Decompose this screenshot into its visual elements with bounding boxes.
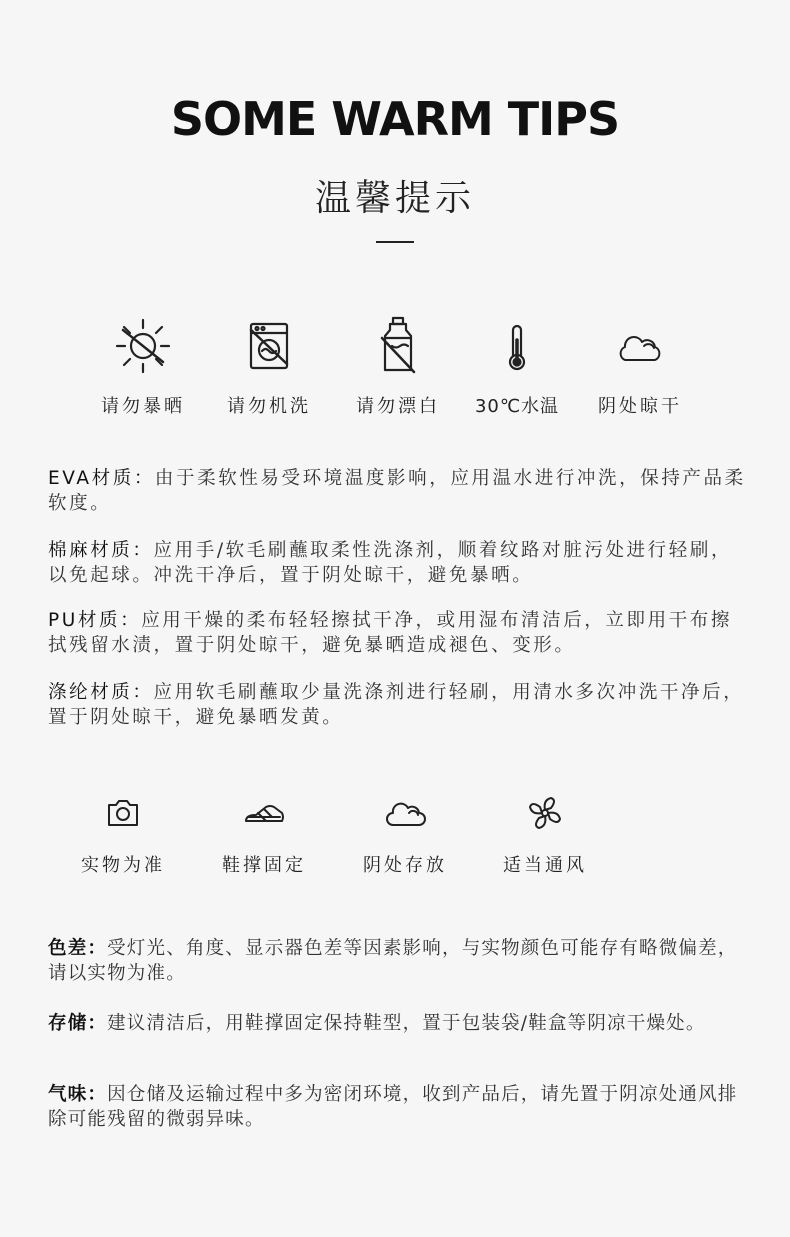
care-item-no-machine-wash <box>214 316 324 418</box>
notice-text-label: 气味： <box>48 1084 108 1105</box>
material-note-polyester <box>48 680 748 730</box>
notice-item-actual-product <box>68 793 178 877</box>
notice-item-shoe-tree <box>209 793 319 877</box>
note-text: 应用软毛刷蘸取少量洗涤剂进行轻刷，用清水多次冲洗干净后，置于阴处晾干，避免暴晒发黄。 <box>48 682 745 728</box>
cloud-icon <box>610 316 670 376</box>
care-label: 请勿机洗 <box>227 396 311 417</box>
note-label: 涤纶材质： <box>48 682 154 703</box>
care-item-no-sun <box>88 316 198 418</box>
notice-text-label: 色差： <box>48 938 108 959</box>
material-note-pu <box>48 608 748 658</box>
note-label: 棉麻材质： <box>48 540 154 561</box>
page-title-en: SOME WARM TIPS <box>170 92 620 146</box>
care-label: 30℃水温 <box>474 396 560 417</box>
notice-item-shade-storage <box>350 793 460 877</box>
notice-label: 阴处存放 <box>363 855 447 876</box>
thermometer-icon <box>487 316 547 376</box>
notice-odor <box>48 1082 748 1132</box>
care-item-water-temp <box>462 316 572 418</box>
notice-label: 实物为准 <box>81 855 165 876</box>
note-text: 由于柔软性易受环境温度影响，应用温水进行冲洗，保持产品柔软度。 <box>48 468 746 514</box>
no-sun-icon <box>113 316 173 376</box>
fan-icon <box>525 793 565 833</box>
notice-label: 鞋撑固定 <box>222 855 306 876</box>
notice-storage <box>48 1011 748 1036</box>
notice-text: 建议清洁后，用鞋撑固定保持鞋型，置于包装袋/鞋盒等阴凉干燥处。 <box>107 1013 706 1034</box>
shoe-tree-icon <box>240 793 288 833</box>
note-label: EVA材质： <box>48 468 155 489</box>
care-label: 阴处晾干 <box>598 396 682 417</box>
notice-color-difference <box>48 936 748 986</box>
care-item-shade-dry <box>585 316 695 418</box>
cloud-icon <box>383 793 427 833</box>
note-text: 应用手/软毛刷蘸取柔性洗涤剂，顺着纹路对脏污处进行轻刷，以免起球。冲洗干净后，置于阴处晾干，避免暴晒。 <box>48 540 733 586</box>
note-label: PU材质： <box>48 610 142 631</box>
no-machine-wash-icon <box>239 316 299 376</box>
notice-item-ventilation <box>490 793 600 877</box>
notice-text: 因仓储及运输过程中多为密闭环境，收到产品后，请先置于阴凉处通风排除可能残留的微弱异味。 <box>48 1084 738 1130</box>
material-note-cotton-linen <box>48 538 748 588</box>
camera-icon <box>103 793 143 833</box>
care-item-no-bleach <box>343 316 453 418</box>
no-bleach-icon <box>368 316 428 376</box>
care-label: 请勿暴晒 <box>101 396 185 417</box>
material-note-eva <box>48 466 748 516</box>
notice-text-label: 存储： <box>48 1013 108 1034</box>
note-text: 应用干燥的柔布轻轻擦拭干净，或用湿布清洁后，立即用干布擦拭残留水渍，置于阴处晾干，避免暴晒造成褪色、变形。 <box>48 610 733 656</box>
title-divider <box>376 241 414 243</box>
notice-label: 适当通风 <box>503 855 587 876</box>
notice-text: 受灯光、角度、显示器色差等因素影响，与实物颜色可能存有略微偏差，请以实物为准。 <box>48 938 738 984</box>
page-title-cn: 温馨提示 <box>314 178 475 219</box>
care-label: 请勿漂白 <box>356 396 440 417</box>
